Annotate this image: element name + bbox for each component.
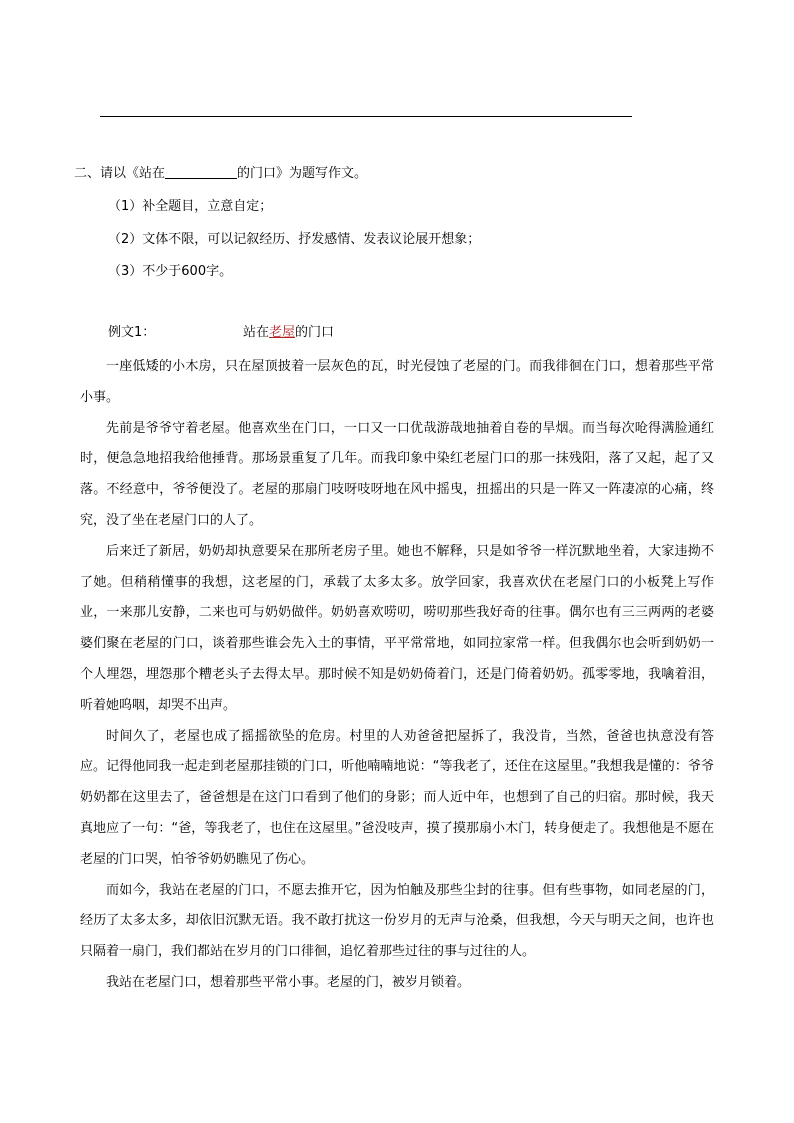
- essay-paragraph-6: 我站在老屋门口，想着那些平常小事。老屋的门，被岁月锁着。: [106, 974, 471, 990]
- title-blank: [165, 165, 237, 179]
- example-title-highlight: 老屋: [269, 325, 296, 340]
- requirement-3: （3）不少于600字。: [108, 264, 233, 279]
- requirement-1: （1）补全题目，立意自定；: [108, 199, 273, 214]
- question-title-suffix: 的门口》为题写作文。: [237, 166, 368, 181]
- example-title-after: 的门口: [295, 325, 335, 340]
- example-title-before: 站在: [243, 325, 270, 340]
- answer-line: [100, 116, 632, 117]
- example-label: 例文1：: [108, 325, 156, 340]
- essay-body: [80, 352, 714, 999]
- example-title: [243, 324, 334, 342]
- question-title-prefix: 二、请以《站在: [74, 166, 166, 181]
- essay-paragraph-5: 而如今，我站在老屋的门口，不愿去推开它，因为怕触及那些尘封的往事。但有些事物，如同老屋的门，经历了太多太多，却依旧沉默无语。我不敢打扰这一份岁月的无声与沧桑，但我想，今天与明天之间，也许也只隔着一扇门，我们都站在岁月的门口徘徊，追忆着那些过往的事与过往的人。: [80, 882, 714, 960]
- essay-paragraph-2: 先前是爷爷守着老屋。他喜欢坐在门口，一口又一口优哉游哉地抽着自卷的旱烟。而当每次呛得满脸通红时，便急急地招我给他捶背。那场景重复了几年。而我印象中染红老屋门口的那一抹残阳，落了又起，起了又落。不经意中，爷爷便没了。老屋的那扇门吱呀吱呀地在风中摇曳，扭摇出的只是一阵又一阵凄凉的心痛，终究，没了坐在老屋门口的人了。: [80, 420, 714, 528]
- essay-paragraph-4: 时间久了，老屋也成了摇摇欲坠的危房。村里的人劝爸爸把屋拆了，我没肯，当然，爸爸也执意没有答应。记得他同我一起走到老屋那挂锁的门口，听他喃喃地说：“等我老了，还住在这屋里。”我想我是懂的：爷爷奶奶都在这里去了，爸爸想是在这门口看到了他们的身影；而人近中年，也想到了自己的归宿。那时候，我天真地应了一句：“爸，等我老了，也住在这屋里。”爸没吱声，摸了摸那扇小木门，转身便走了。我想他是不愿在老屋的门口哭，怕爷爷奶奶瞧见了伤心。: [80, 728, 714, 867]
- essay-paragraph-1: 一座低矮的小木房，只在屋顶披着一层灰色的瓦，时光侵蚀了老屋的门。而我徘徊在门口，想着那些平常小事。: [80, 359, 714, 405]
- question-title: [74, 165, 367, 183]
- essay-paragraph-3: 后来迁了新居，奶奶却执意要呆在那所老房子里。她也不解释，只是如爷爷一样沉默地坐着，大家违拗不了她。但稍稍懂事的我想，这老屋的门，承载了太多太多。放学回家，我喜欢伏在老屋门口的小板凳上写作业，一来那儿安静，二来也可与奶奶做伴。奶奶喜欢唠叨，唠叨那些我好奇的往事。偶尔也有三三两两的老婆婆们聚在老屋的门口，谈着那些谁会先入土的事情，平平常常地，如同拉家常一样。但我偶尔也会听到奶奶一个人埋怨，埋怨那个糟老头子去得太早。那时候不知是奶奶倚着门，还是门倚着奶奶。孤零零地，我噙着泪，听着她呜咽，却哭不出声。: [80, 543, 714, 713]
- requirement-2: （2）文体不限，可以记叙经历、抒发感情、发表议论展开想象；: [108, 232, 481, 247]
